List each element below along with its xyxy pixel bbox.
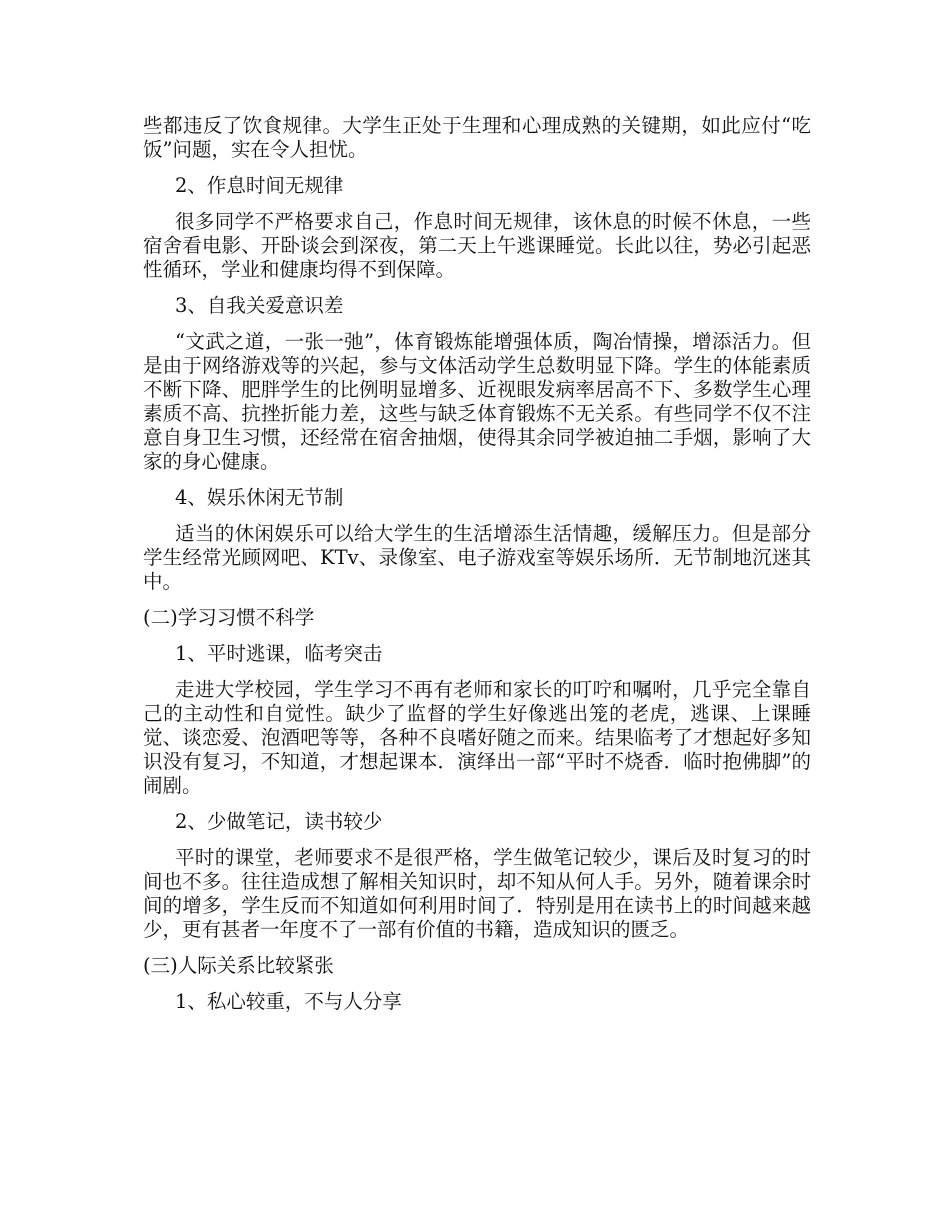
body-paragraph: 很多同学不严格要求自己，作息时间无规律，该休息的时候不休息，一些宿舍看电影、开卧谈会到深夜，第二天上午逃课睡觉。长此以往，势必引起恶性循环，学业和健康均得不到保障。	[143, 210, 811, 281]
subheading: 3、自我关爱意识差	[175, 294, 344, 317]
body-paragraph: 适当的休闲娱乐可以给大学生的生活增添生活情趣，缓解压力。但是部分学生经常光顾网吧、KTv、录像室、电子游戏室等娱乐场所．无节制地沉迷其中。	[143, 522, 811, 593]
body-paragraph: 平时的课堂，老师要求不是很严格，学生做笔记较少，课后及时复习的时间也不多。往往造成想了解相关知识时，却不知从何人手。另外，随着课余时间的增多，学生反而不知道如何利用时间了．特别是用在读书上的时间越来越少，更有甚者一年度不了一部有价值的书籍，造成知识的匮乏。	[143, 846, 811, 941]
subheading: 2、作息时间无规律	[175, 174, 344, 197]
subheading: 4、娱乐休闲无节制	[175, 486, 344, 509]
document-page	[143, 114, 811, 1014]
subheading: 1、平时逃课，临考突击	[175, 642, 383, 665]
body-paragraph: “文武之道，一张一弛”，体育锻炼能增强体质，陶冶情操，增添活力。但是由于网络游戏等的兴起，参与文体活动学生总数明显下降。学生的体能素质不断下降、肥胖学生的比例明显增多、近视眼发病率居高不下、多数学生心理素质不高、抗挫折能力差，这些与缺乏体育锻炼不无关系。有些同学不仅不注意自身卫生习惯，还经常在宿舍抽烟，使得其余同学被迫抽二手烟，影响了大家的身心健康。	[143, 330, 811, 473]
section-heading: (三)人际关系比较紧张	[143, 954, 334, 977]
subheading: 2、少做笔记，读书较少	[175, 810, 383, 833]
body-paragraph: 走进大学校园，学生学习不再有老师和家长的叮咛和嘱咐，几乎完全靠自己的主动性和自觉性。缺少了监督的学生好像逃出笼的老虎，逃课、上课睡觉、谈恋爱、泡酒吧等等，各种不良嗜好随之而来。结果临考了才想起好多知识没有复习，不知道，才想起课本．演绎出一部“平时不烧香．临时抱佛脚”的闹剧。	[143, 678, 811, 797]
section-heading: (二)学习习惯不科学	[143, 606, 315, 629]
body-paragraph: 些都违反了饮食规律。大学生正处于生理和心理成熟的关键期，如此应付“吃饭”问题，实在令人担忧。	[143, 114, 811, 161]
subheading: 1、私心较重，不与人分享	[175, 990, 402, 1013]
